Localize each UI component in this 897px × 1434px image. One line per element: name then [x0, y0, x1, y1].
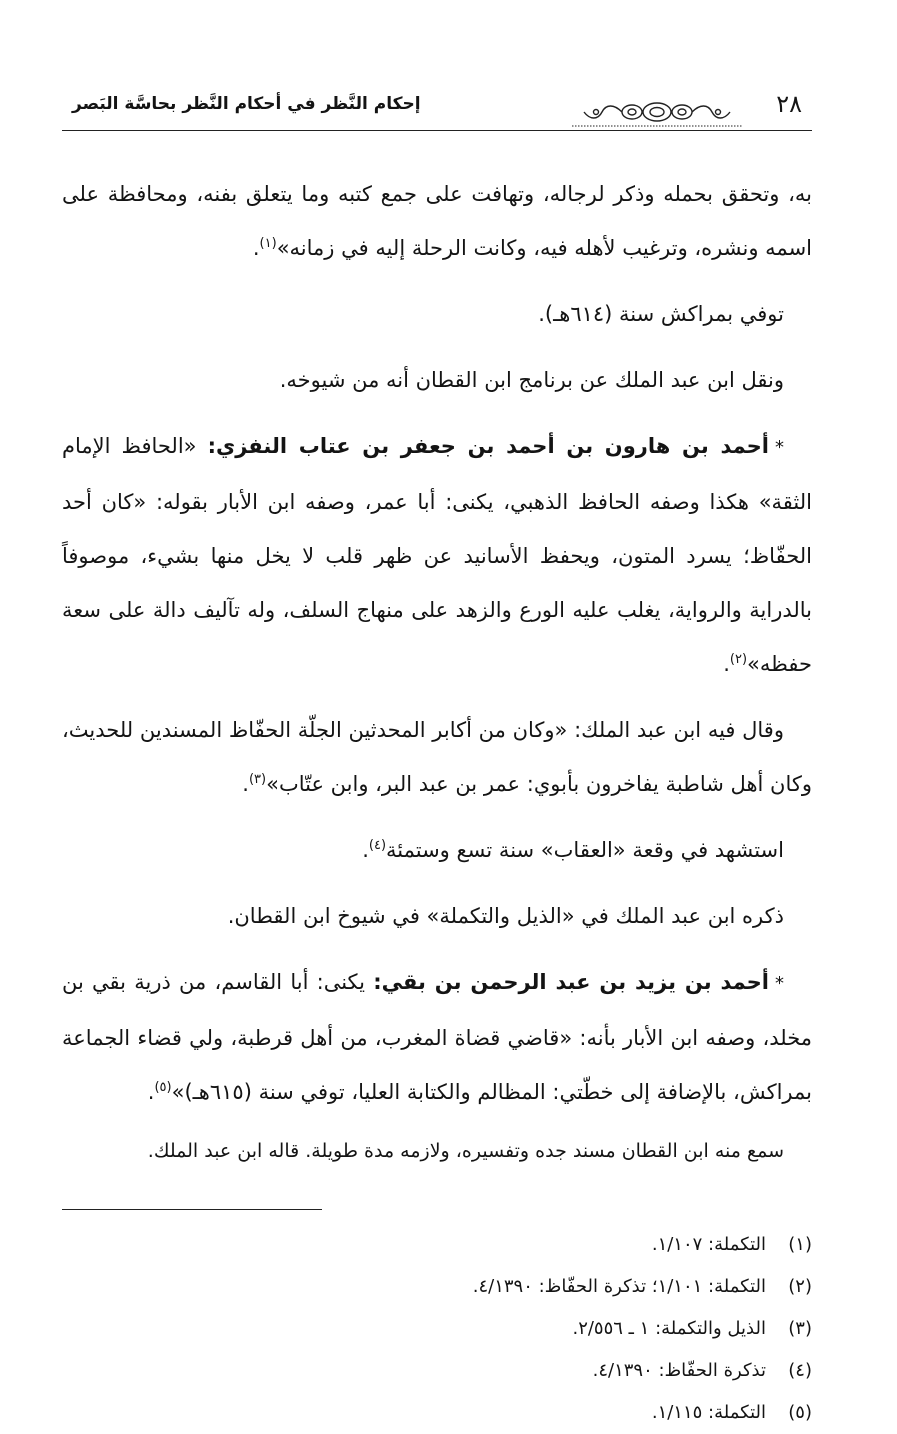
footnote-number: (٣) [788, 1318, 812, 1339]
biography-entry: *أحمد بن يزيد بن عبد الرحمن بن بقي: يكنى: أبا القاسم، من ذرية بقي بن مخلد، وصفه ابن الأبار بأنه: «قاضي قضاة المغرب، من أهل قرطبة، ولي قضاء الجماعة بمراكش، بالإضافة إلى خطّتي: المظالم والكتابة العليا، توفي سنة (٦١٥هـ)»$^{(٥)}$. [62, 970, 812, 1104]
footnotes [62, 1224, 812, 1434]
running-header [62, 70, 812, 131]
entry-name: أحمد بن يزيد بن عبد الرحمن بن بقي: [373, 970, 770, 994]
footnote-number: (٤) [788, 1360, 812, 1381]
footnote-item [62, 1308, 812, 1350]
paragraph-text: ونقل ابن عبد الملك عن برنامج ابن القطان أنه من شيوخه. [279, 368, 784, 392]
footnote-text: التكملة: ١/١٠٧. [651, 1234, 766, 1255]
paragraph-text: سمع منه ابن القطان مسند جده وتفسيره، ولازمه مدة طويلة. قاله ابن عبد الملك. [147, 1140, 784, 1162]
page-number: ٢٨ [776, 90, 802, 118]
footnote-ref[interactable]: (٢) [729, 652, 748, 667]
book-title: إحكام النَّظر في أحكام النَّظر بحاسَّة البَصر [72, 94, 421, 114]
paragraph-text: توفي بمراكش سنة (٦١٤هـ). [538, 302, 784, 326]
footnote-ref[interactable]: (٥) [154, 1080, 172, 1095]
main-text [62, 167, 812, 1171]
paragraph [62, 1131, 812, 1171]
footnote-separator-wrap [62, 1183, 812, 1224]
paragraph-text: وقال فيه ابن عبد الملك: «وكان من أكابر المحدثين الجلّة الحفّاظ المسندين للحديث، وكان أهل شاطبة يفاخرون بأبوي: عمر بن عبد البر، وابن عتّاب» [62, 718, 812, 796]
footnote-text: تذكرة الحفّاظ: ٤/١٣٩٠. [592, 1360, 766, 1381]
footnote-ref[interactable]: (٤) [368, 838, 387, 853]
footnote-item [62, 1392, 812, 1434]
paragraph-text: به، وتحقق بحمله وذكر لرجاله، وتهافت على جمع كتبه وما يتعلق بفنه، ومحافظة على اسمه ونشره، وترغيب لأهله فيه، وكانت الرحلة إليه في زمانه» [62, 182, 812, 260]
footnote-text: التكملة: ١/١١٥. [651, 1402, 766, 1423]
paragraph-text: ذكره ابن عبد الملك في «الذيل والتكملة» في شيوخ ابن القطان. [227, 904, 784, 928]
footnote-item [62, 1350, 812, 1392]
entry-text: يكنى: أبا القاسم، من ذرية بقي بن مخلد، وصفه ابن الأبار بأنه: «قاضي قضاة المغرب، من أهل قرطبة، ولي قضاء الجماعة بمراكش، بالإضافة إلى خطّتي: المظالم والكتابة العليا، توفي سنة (٦١٥هـ)» [62, 970, 812, 1104]
paragraph [62, 889, 812, 943]
footnote-number: (٢) [788, 1276, 812, 1297]
biography-entry: *أحمد بن هارون بن أحمد بن جعفر بن عتاب النفزي: «الحافظ الإمام الثقة» هكذا وصفه الحافظ الذهبي، يكنى: أبا عمر، وصفه ابن الأبار بقوله: «كان أحد الحفّاظ؛ يسرد المتون، ويحفظ الأسانيد عن ظهر قلب لا يخل منها بشيء، موصوفاً بالدراية والرواية، يغلب عليه الورع والزهد على منهاج السلف، وله تآليف دالة على سعة حفظه»$^{(٢)}$. [62, 434, 812, 676]
paragraph: استشهد في وقعة «العقاب» سنة تسع وستمئة$^{(٤)}$. [362, 838, 784, 862]
header-ornament [572, 98, 742, 130]
footnote-ref[interactable]: (١) [259, 236, 277, 251]
footnote-number: (٥) [788, 1402, 812, 1423]
footnote-text: الذيل والتكملة: ١ ـ ٢/٥٥٦. [572, 1318, 766, 1339]
bullet-star-icon: * [775, 437, 784, 458]
footnote-text: التكملة: ١/١٠١؛ تذكرة الحفّاظ: ٤/١٣٩٠. [472, 1276, 766, 1297]
entry-name: أحمد بن هارون بن أحمد بن جعفر بن عتاب النفزي: [207, 434, 769, 458]
paragraph [62, 353, 812, 407]
footnote-number: (١) [788, 1234, 812, 1255]
bullet-star-icon: * [775, 973, 785, 994]
footnote-separator [62, 1209, 322, 1210]
entry-text: «الحافظ الإمام الثقة» هكذا وصفه الحافظ الذهبي، يكنى: أبا عمر، وصفه ابن الأبار بقوله: «كان أحد الحفّاظ؛ يسرد المتون، ويحفظ الأسانيد عن ظهر قلب لا يخل منها بشيء، موصوفاً بالدراية والرواية، يغلب عليه الورع والزهد على منهاج السلف، وله تآليف دالة على سعة حفظه» [62, 434, 812, 676]
paragraph-text: استشهد في وقعة «العقاب» سنة تسع وستمئة [386, 838, 784, 862]
paragraph [62, 287, 812, 341]
footnote-item [62, 1224, 812, 1266]
paragraph: وقال فيه ابن عبد الملك: «وكان من أكابر المحدثين الجلّة الحفّاظ المسندين للحديث، وكان أهل شاطبة يفاخرون بأبوي: عمر بن عبد البر، وابن عتّاب»$^{(٣)}$. [62, 718, 812, 796]
book-page [62, 70, 812, 1423]
paragraph: به، وتحقق بحمله وذكر لرجاله، وتهافت على جمع كتبه وما يتعلق بفنه، ومحافظة على اسمه ونشره، وترغيب لأهله فيه، وكانت الرحلة إليه في زمانه»$^{(١)}$. [62, 182, 812, 260]
footnote-item [62, 1266, 812, 1308]
footnote-ref[interactable]: (٣) [248, 772, 267, 787]
